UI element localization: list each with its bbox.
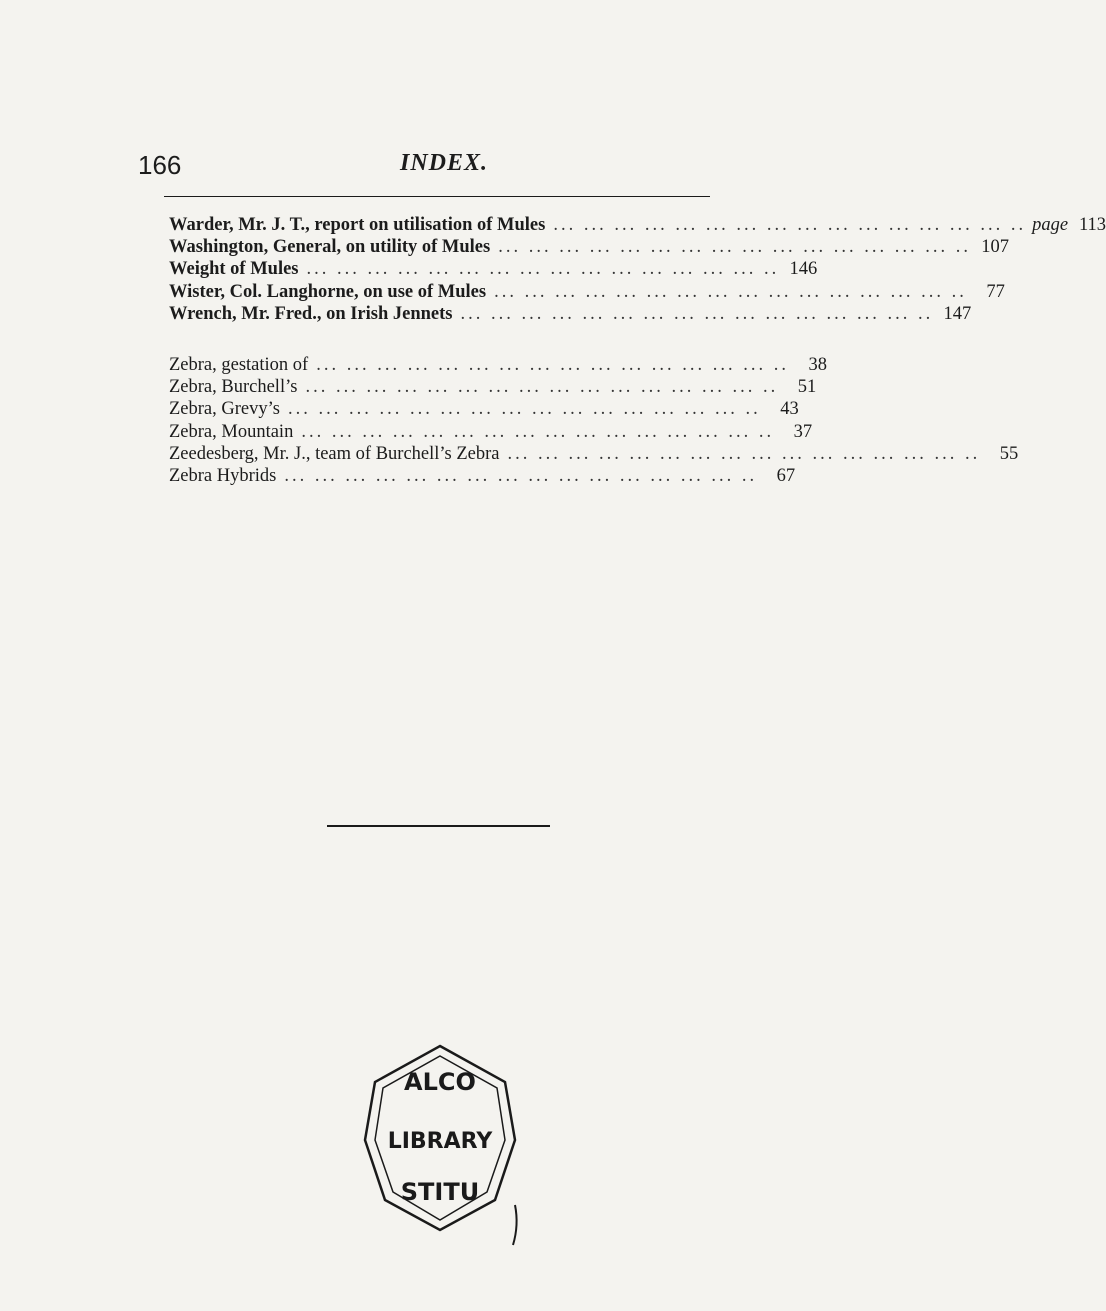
index-entry bbox=[169, 281, 1005, 303]
entry-text: Zebra, gestation of bbox=[169, 355, 309, 375]
entry-text: Weight of Mules bbox=[169, 259, 299, 280]
dot-leader: .. ... ... ... ... ... ... ... ... ... ... ... ... ... ... ... bbox=[460, 303, 934, 324]
entry-text: Zebra, Mountain bbox=[169, 421, 294, 442]
entry-page: 147 bbox=[943, 303, 972, 324]
dot-leader: .. ... ... ... ... ... ... ... ... ... ... ... ... ... ... ... bbox=[553, 215, 1027, 235]
index-entry bbox=[169, 443, 1019, 465]
dot-leader: .. ... ... ... ... ... ... ... ... ... ... ... ... ... ... ... bbox=[287, 399, 761, 420]
dot-leader: .. ... ... ... ... ... ... ... ... ... ... ... ... ... ... ... bbox=[301, 421, 775, 442]
entry-page: 113 bbox=[1078, 215, 1106, 235]
entry-text: Zeedesberg, Mr. J., team of Burchell’s Zebra bbox=[169, 443, 500, 464]
entry-text: Zebra, Burchell’s bbox=[169, 377, 298, 398]
dot-leader: .. ... ... ... ... ... ... ... ... ... ... ... ... ... ... ... bbox=[507, 443, 981, 464]
dot-leader: .. ... ... ... ... ... ... ... ... ... ... ... ... ... ... ... bbox=[306, 259, 780, 280]
closing-rule bbox=[327, 825, 550, 827]
entry-text: Zebra, Grevy’s bbox=[169, 399, 280, 420]
dot-leader: .. ... ... ... ... ... ... ... ... ... ... ... ... ... ... ... bbox=[494, 281, 967, 302]
dot-leader: .. ... ... ... ... ... ... ... ... ... ... ... ... ... ... ... bbox=[316, 355, 789, 375]
entry-text: Washington, General, on utility of Mules bbox=[169, 237, 491, 258]
index-group-w bbox=[169, 214, 1106, 325]
stamp-bottom-text: STITU bbox=[400, 1178, 480, 1206]
header-rule bbox=[164, 196, 710, 197]
library-stamp bbox=[355, 1040, 525, 1240]
entry-text: Wister, Col. Langhorne, on use of Mules bbox=[169, 281, 487, 302]
index-entry bbox=[169, 398, 799, 420]
index-entry bbox=[169, 354, 827, 376]
index-entry bbox=[169, 465, 796, 487]
index-entry bbox=[169, 376, 817, 398]
entry-page: 77 bbox=[986, 281, 1005, 302]
page-prefix: page bbox=[1032, 215, 1069, 235]
index-group-z bbox=[169, 354, 1019, 487]
stamp-top-text: ALCO bbox=[404, 1068, 476, 1096]
dot-leader: .. ... ... ... ... ... ... ... ... ... ... ... ... ... ... ... bbox=[498, 237, 971, 258]
entry-page: 51 bbox=[797, 377, 817, 398]
entry-page: 146 bbox=[789, 259, 818, 280]
entry-text: Warder, Mr. J. T., report on utilisation of Mules bbox=[169, 215, 546, 235]
entry-page: 37 bbox=[793, 421, 813, 442]
index-entry bbox=[169, 236, 1009, 258]
dot-leader: .. ... ... ... ... ... ... ... ... ... ... ... ... ... ... ... bbox=[305, 377, 779, 398]
index-entry bbox=[169, 258, 818, 280]
page-number: 166 bbox=[138, 150, 182, 180]
dot-leader: .. ... ... ... ... ... ... ... ... ... ... ... ... ... ... ... bbox=[284, 465, 758, 486]
page-header bbox=[138, 150, 708, 190]
stamp-center-text: LIBRARY bbox=[387, 1129, 493, 1154]
index-entry bbox=[169, 214, 1106, 236]
entry-text: Wrench, Mr. Fred., on Irish Jennets bbox=[169, 303, 453, 324]
entry-page: 67 bbox=[776, 465, 796, 486]
index-entry bbox=[169, 303, 972, 325]
entry-page: 55 bbox=[999, 443, 1019, 464]
index-entry bbox=[169, 421, 813, 443]
entry-page: 43 bbox=[780, 399, 799, 420]
entry-page: 38 bbox=[808, 355, 827, 375]
entry-text: Zebra Hybrids bbox=[169, 465, 277, 486]
running-title: INDEX. bbox=[400, 150, 489, 176]
entry-page: 107 bbox=[981, 237, 1009, 258]
